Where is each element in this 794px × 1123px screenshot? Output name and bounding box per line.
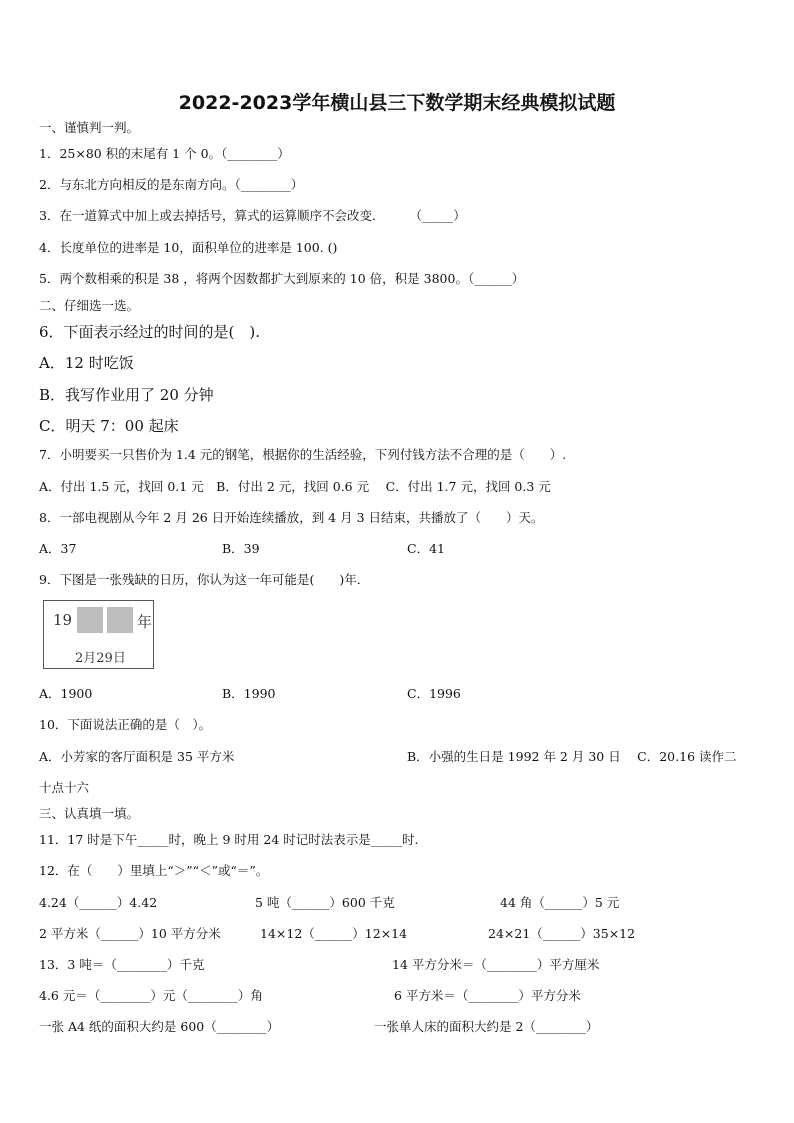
section-heading-choose: 二、仔细选一选。 (39, 298, 140, 313)
torn-calendar-figure (43, 600, 154, 669)
question-2: 2．与东北方向相反的是东南方向。（________） (39, 177, 304, 192)
question-4: 4．长度单位的进率是 10，面积单位的进率是 100. () (39, 240, 338, 255)
question-6: 6．下面表示经过的时间的是( ). (39, 323, 261, 341)
question-9-option-a: A．1900 (39, 686, 93, 701)
question-12: 12．在（ ）里填上“＞”“＜”或“＝”。 (39, 863, 269, 878)
question-6-option-b: B．我写作业用了 20 分钟 (39, 386, 214, 404)
question-9-option-c: C．1996 (407, 686, 461, 701)
section-heading-fill: 三、认真填一填。 (39, 806, 140, 821)
question-12-item: 24×21（______）35×12 (488, 926, 636, 941)
question-12-item: 5 吨（______）600 千克 (255, 895, 395, 910)
question-8-option-c: C．41 (407, 541, 445, 556)
question-7: 7．小明要买一只售价为 1.4 元的钢笔，根据你的生活经验，下列付钱方法不合理的是（ ）. (39, 447, 567, 462)
question-7-options: A．付出 1.5 元，找回 0.1 元 B．付出 2 元，找回 0.6 元 C．付出 1.7 元，找回 0.3 元 (39, 479, 551, 494)
question-9-option-b: B．1990 (222, 686, 276, 701)
calendar-year-prefix: 19 (53, 611, 73, 629)
calendar-missing-digit-box (77, 607, 103, 633)
question-13-item: 6 平方米＝（________）平方分米 (394, 988, 581, 1003)
question-12-item: 2 平方米（______）10 平方分米 (39, 926, 221, 941)
question-8: 8．一部电视剧从今年 2 月 26 日开始连续播放，到 4 月 3 日结束，共播放了（ ）天。 (39, 510, 544, 525)
question-13-item: 一张单人床的面积大约是 2（________） (374, 1019, 599, 1034)
question-5: 5．两个数相乘的积是 38 ，将两个因数都扩大到原来的 10 倍，积是 3800。（______） (39, 271, 525, 286)
question-12-item: 4.24（______）4.42 (39, 895, 158, 910)
question-12-item: 14×12（______）12×14 (260, 926, 408, 941)
calendar-year-label: 年 (137, 613, 153, 631)
question-6-option-a: A．12 时吃饭 (39, 354, 134, 372)
question-10: 10．下面说法正确的是（ ）。 (39, 717, 212, 732)
calendar-missing-digit-box (107, 607, 133, 633)
question-13-item: 一张 A4 纸的面积大约是 600（________） (39, 1019, 280, 1034)
question-13-item: 14 平方分米＝（________）平方厘米 (392, 957, 600, 972)
question-1: 1．25×80 积的末尾有 1 个 0。（________） (39, 146, 290, 161)
question-11: 11．17 时是下午_____时，晚上 9 时用 24 时记时法表示是_____时. (39, 832, 419, 847)
question-6-option-c: C．明天 7：00 起床 (39, 417, 179, 435)
question-10-option-a: A．小芳家的客厅面积是 35 平方米 (39, 749, 235, 764)
question-9: 9．下图是一张残缺的日历，你认为这一年可能是( )年． (39, 572, 370, 587)
question-10-option-bc: B．小强的生日是 1992 年 2 月 30 日 C．20.16 读作二 (407, 749, 737, 764)
calendar-date: 2月29日 (75, 651, 126, 666)
question-12-item: 44 角（______）5 元 (500, 895, 620, 910)
question-3: 3．在一道算式中加上或去掉括号，算式的运算顺序不会改变． （_____） (39, 208, 466, 223)
page-title: 2022-2023学年横山县三下数学期末经典模拟试题 (178, 92, 616, 114)
question-13-item: 13．3 吨＝（________）千克 (39, 957, 205, 972)
question-8-option-b: B．39 (222, 541, 260, 556)
section-heading-judge: 一、谨慎判一判。 (39, 120, 140, 135)
question-10-option-c-continued: 十点十六 (39, 780, 90, 795)
question-8-option-a: A．37 (39, 541, 77, 556)
question-13-item: 4.6 元＝（________）元（________）角 (39, 988, 263, 1003)
